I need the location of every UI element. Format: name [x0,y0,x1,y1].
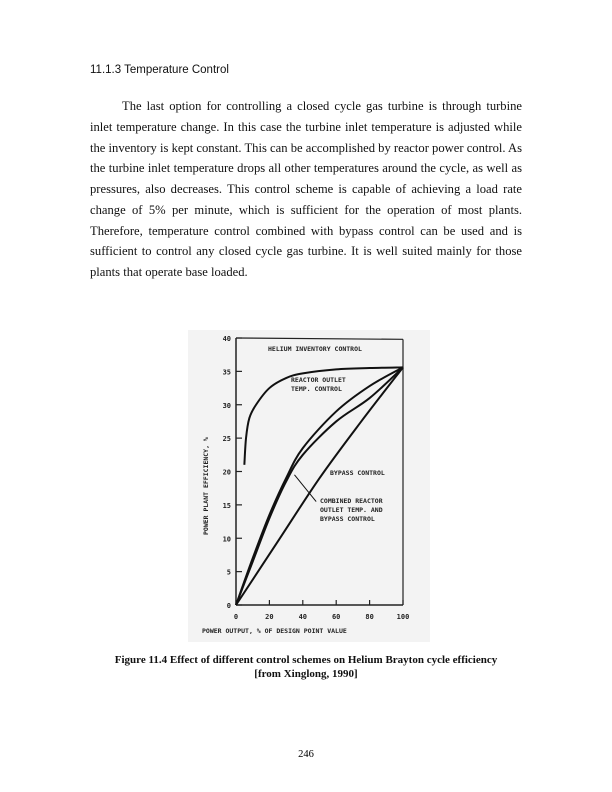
caption-line-1: Figure 11.4 Effect of different control schemes on Helium Brayton cycle efficiency [114,654,498,666]
label-combined-1: COMBINED REACTOR [320,497,383,505]
figure [188,330,430,642]
y-tick-label: 40 [222,335,231,343]
label-bypass: BYPASS CONTROL [330,469,385,477]
y-axis-label: POWER PLANT EFFICIENCY, % [202,437,210,535]
label-combined-3: BYPASS CONTROL [320,515,375,523]
label-helium: HELIUM INVENTORY CONTROL [268,345,362,353]
page-number: 246 [298,749,314,760]
label-reactor-2: TEMP. CONTROL [291,385,342,393]
y-tick-label: 10 [222,535,231,544]
x-axis-label: POWER OUTPUT, % OF DESIGN POINT VALUE [202,627,347,635]
y-tick-label: 0 [226,602,231,610]
y-tick-label: 25 [222,435,231,444]
series-line-2 [236,367,403,605]
x-tick-label: 80 [365,613,374,621]
y-tick-label: 35 [222,368,231,377]
y-tick-label: 20 [222,468,231,477]
x-tick-label: 20 [265,613,274,621]
x-tick-label: 0 [233,613,239,621]
x-tick-label: 100 [396,613,410,621]
x-tick-label: 60 [331,613,341,621]
series-line-3 [236,367,403,605]
y-tick-label: 15 [222,501,231,510]
top-frame [236,338,403,339]
label-combined-2: OUTLET TEMP. AND [320,506,383,514]
figure-caption [60,653,552,681]
body-paragraph: The last option for controlling a closed cycle gas turbine is through turbine inlet temperature change. In this case the turbine inlet temperature is adjusted while the inventory is kept constant. This can be accomplished by reactor power control. As the turbine inlet temperature drops all other temperatures around the cycle, as well as pressures, also decreases. This control scheme is capable of achieving a load rate change of 5% per minute, which is sufficient for the operation of most plants. Therefore, temperature control combined with bypass control can be used and is sufficient to control any closed cycle gas turbine. It is well suited mainly for those plants that operate base loaded. [90,99,522,279]
efficiency-chart [188,330,430,642]
series-line-1 [236,367,403,605]
section-heading: 11.1.3 Temperature Control [90,64,229,76]
y-tick-label: 5 [226,568,231,577]
label-reactor-1: REACTOR OUTLET [291,376,346,384]
caption-line-2: [from Xinglong, 1990] [254,668,358,680]
y-tick-label: 30 [222,401,231,410]
x-tick-label: 40 [298,613,308,621]
